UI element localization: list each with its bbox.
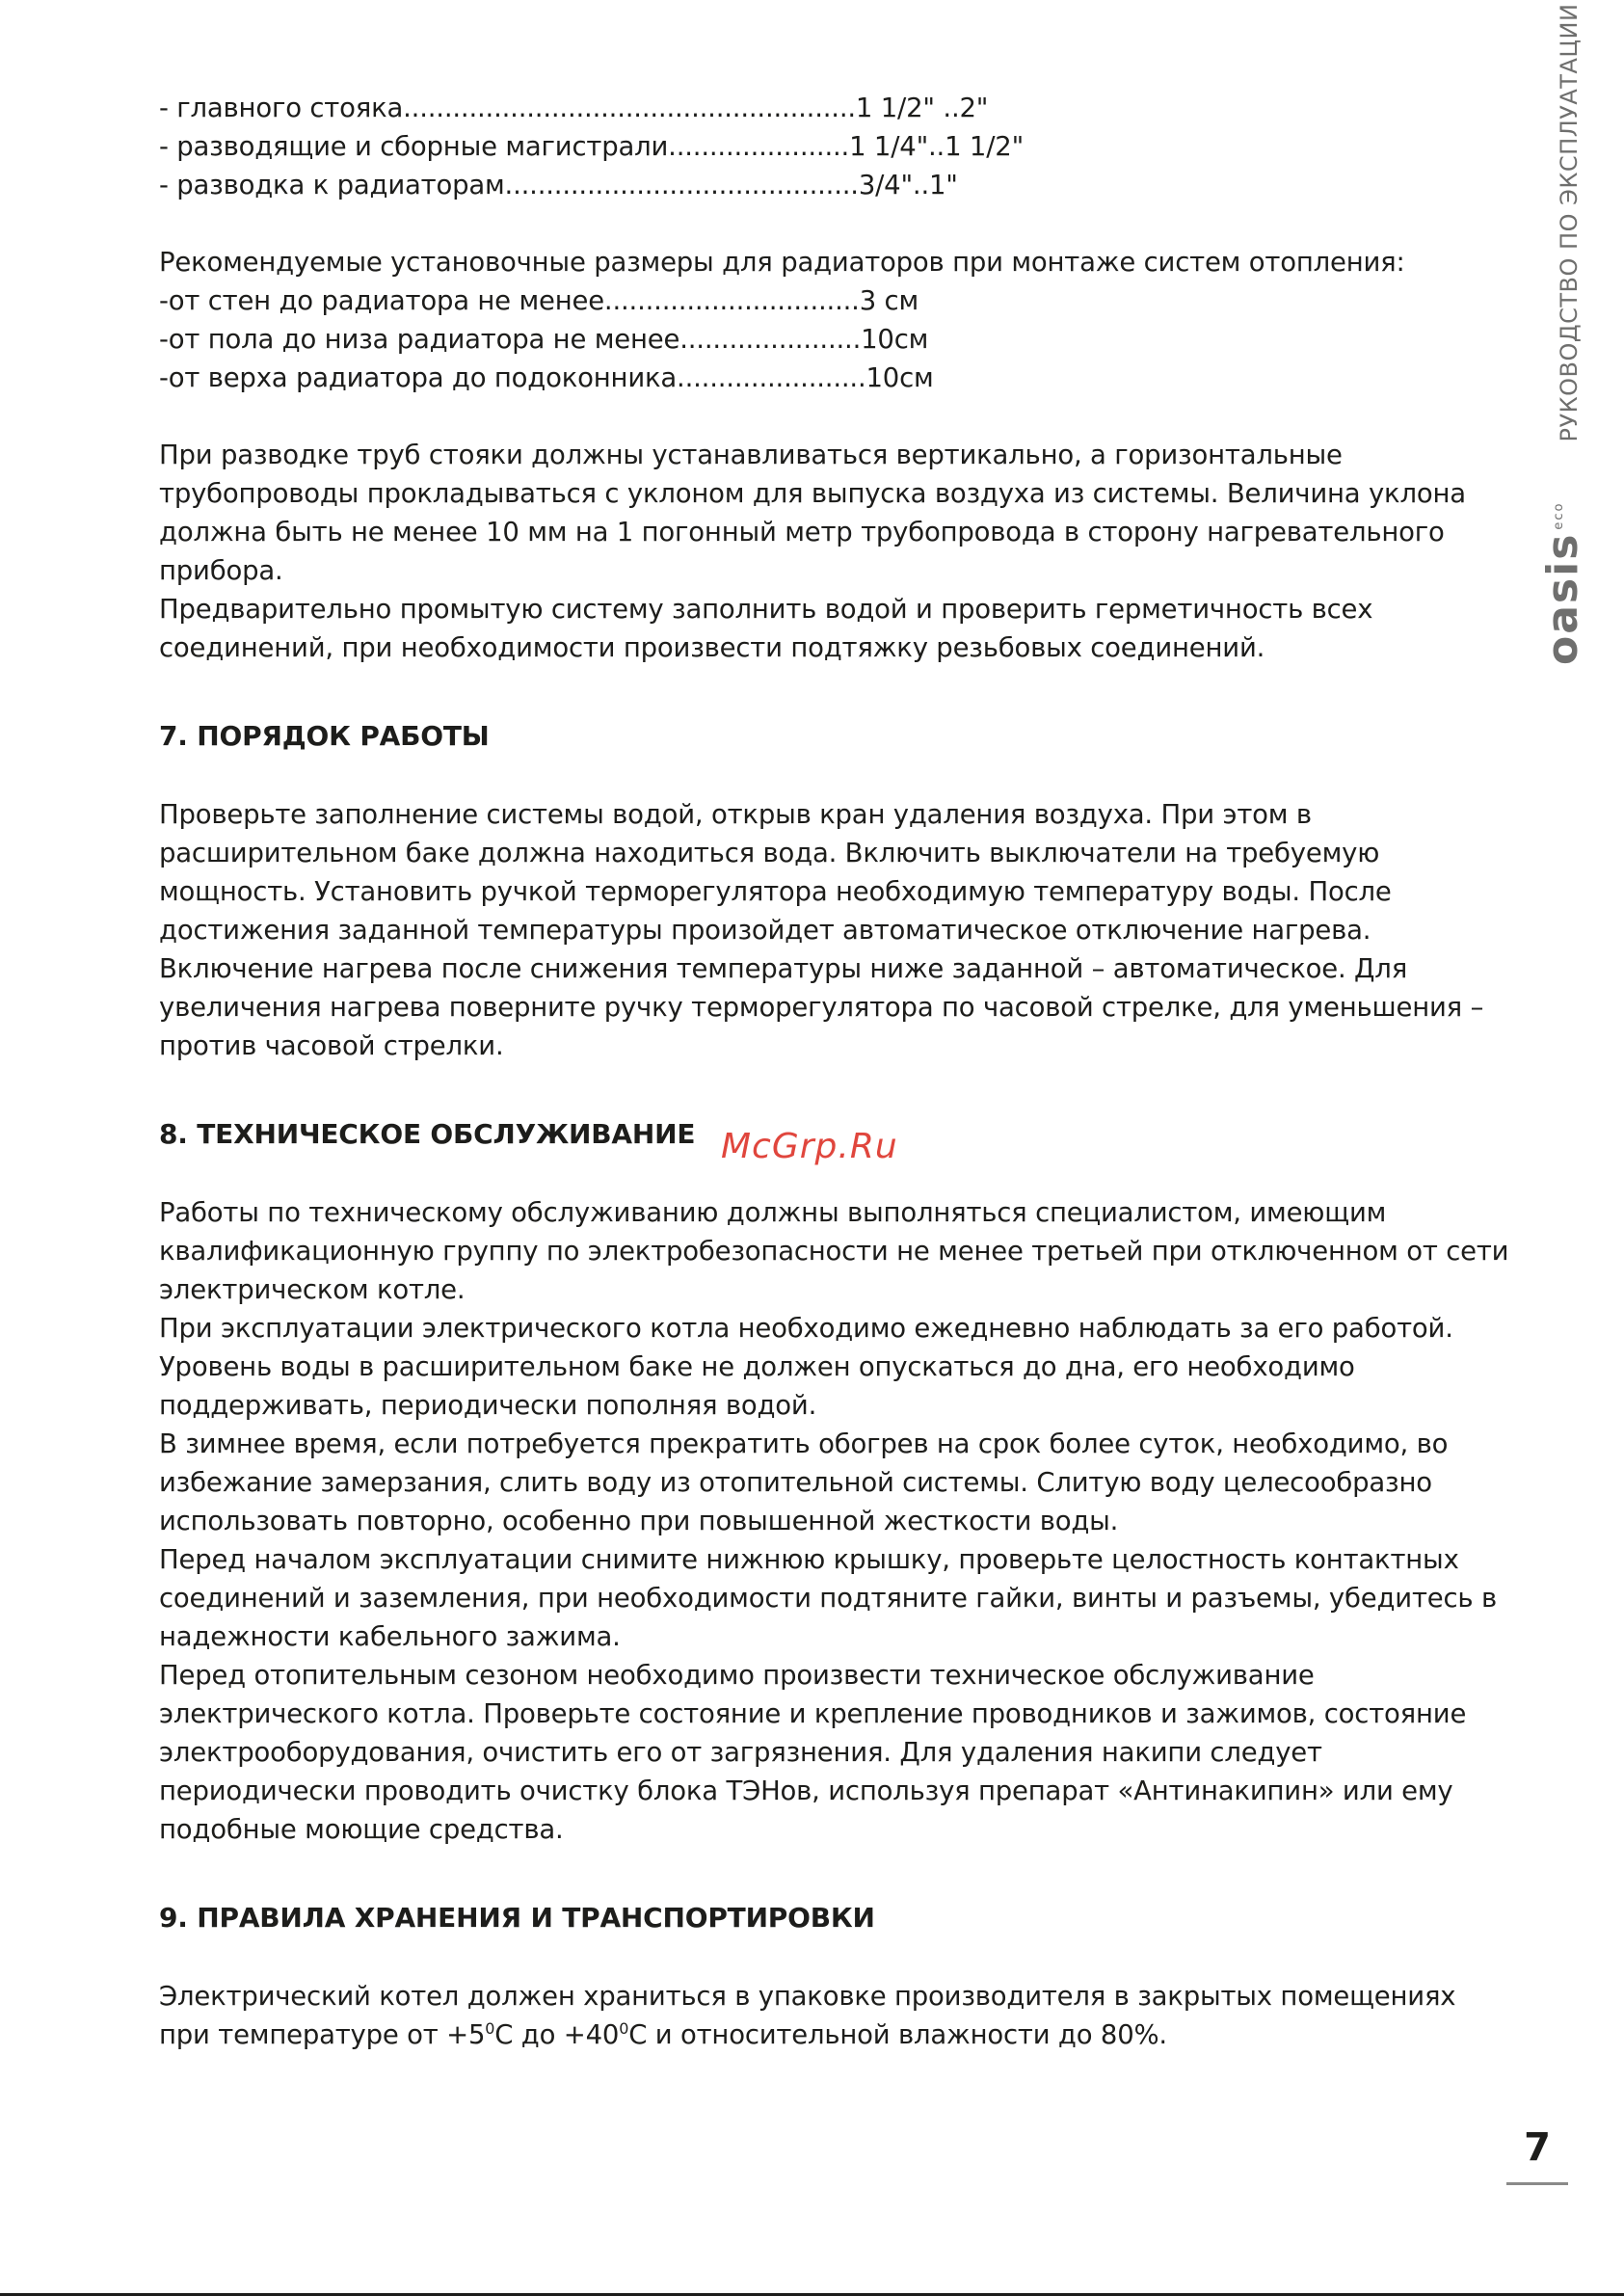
pipe-diameter-list [159, 89, 1441, 204]
paragraph-line: электрического котла. Проверьте состояние и крепление проводников и зажимов, состояние [159, 1698, 1467, 1729]
page-number: 7 [1524, 2125, 1551, 2170]
paragraph-line: против часовой стрелки. [159, 1030, 504, 1061]
section-9-body [159, 1977, 1456, 2054]
section-heading-9: 9. ПРАВИЛА ХРАНЕНИЯ И ТРАНСПОРТИРОВКИ [159, 1902, 875, 1934]
paragraph-line: избежание замерзания, слить воду из отопительной системы. Слитую воду целесообразно [159, 1467, 1432, 1498]
paragraph-line: Включение нагрева после снижения температуры ниже заданной – автоматическое. Для [159, 953, 1408, 984]
piping-paragraph [159, 436, 1466, 667]
document-title: РУКОВОДСТВО ПО ЭКСПЛУАТАЦИИ [1556, 3, 1583, 442]
paragraph-line: Работы по техническому обслуживанию должны выполняться специалистом, имеющим [159, 1197, 1387, 1228]
paragraph-line: расширительном баке должна находиться вода. Включить выключатели на требуемую [159, 838, 1380, 868]
paragraph-line: При разводке труб стояки должны устанавливаться вертикально, а горизонтальные [159, 440, 1343, 470]
section-heading-7: 7. ПОРЯДОК РАБОТЫ [159, 720, 490, 752]
spec-line: - главного стояка.......................................................1 1/2" ..2" [159, 93, 989, 123]
paragraph-line: Предварительно промытую систему заполнить водой и проверить герметичность всех [159, 594, 1373, 625]
page-number-underline [1506, 2182, 1568, 2185]
paragraph-line: Электрический котел должен храниться в упаковке производителя в закрытых помещениях [159, 1981, 1456, 2012]
paragraph-line: В зимнее время, если потребуется прекратить обогрев на срок более суток, необходимо, во [159, 1428, 1449, 1459]
section-heading-8: 8. ТЕХНИЧЕСКОЕ ОБСЛУЖИВАНИЕ [159, 1118, 696, 1150]
paragraph-line: электрическом котле. [159, 1274, 466, 1305]
paragraph-line: квалификационную группу по электробезопасности не менее третьей при отключенном от сети [159, 1236, 1509, 1267]
brand-suffix: eco [1552, 501, 1566, 530]
paragraph-line-temperature: при температуре от $+5^0С$ до $+40^0С$ и относительной влажности до 80%. [159, 2018, 1167, 2050]
paragraph-line: использовать повторно, особенно при повышенной жесткости воды. [159, 1506, 1119, 1536]
paragraph-line: должна быть не менее 10 мм на 1 погонный метр трубопровода в сторону нагревательного [159, 517, 1445, 547]
install-dimensions [159, 243, 1441, 397]
brand-logo: oasis$^{eco}$ [1538, 501, 1587, 665]
paragraph-line: Рекомендуемые установочные размеры для радиаторов при монтаже систем отопления: [159, 247, 1405, 278]
paragraph-line: соединений, при необходимости произвести подтяжку резьбовых соединений. [159, 632, 1265, 663]
paragraph-line: Уровень воды в расширительном баке не должен опускаться до дна, его необходимо [159, 1351, 1355, 1382]
paragraph-line: прибора. [159, 555, 283, 586]
paragraph-line: -от пола до низа радиатора не менее......................10см [159, 324, 929, 355]
paragraph-line: поддерживать, периодически пополняя водой. [159, 1390, 817, 1421]
paragraph-line: надежности кабельного зажима. [159, 1621, 621, 1652]
section-8-body [159, 1193, 1509, 1849]
paragraph-line: Перед началом эксплуатации снимите нижнюю крышку, проверьте целостность контактных [159, 1544, 1459, 1575]
paragraph-line: трубопроводы прокладываться с уклоном для выпуска воздуха из системы. Величина уклона [159, 478, 1466, 509]
paragraph-line: электрооборудования, очистить его от загрязнения. Для удаления накипи следует [159, 1737, 1322, 1768]
spec-line: - разводка к радиаторам...........................................3/4"..1" [159, 170, 958, 200]
degree-superscript: 0 [619, 2018, 629, 2038]
paragraph-line: подобные моющие средства. [159, 1814, 564, 1845]
paragraph-line: соединений и заземления, при необходимости подтяните гайки, винты и разъемы, убедитесь в [159, 1583, 1497, 1614]
paragraph-line: Проверьте заполнение системы водой, открыв кран удаления воздуха. При этом в [159, 799, 1312, 830]
paragraph-line: мощность. Установить ручкой терморегулятора необходимую температуру воды. После [159, 876, 1392, 907]
paragraph-line: -от верха радиатора до подоконника.......................10см [159, 362, 934, 393]
spec-line: - разводящие и сборные магистрали......................1 1/4"..1 1/2" [159, 131, 1025, 162]
document-body [159, 89, 1509, 2054]
watermark-text: McGrp.Ru [721, 1127, 898, 1166]
paragraph-line: При эксплуатации электрического котла необходимо ежедневно наблюдать за его работой. [159, 1313, 1453, 1344]
section-7-body [159, 795, 1484, 1065]
paragraph-line: -от стен до радиатора не менее...............................3 см [159, 285, 919, 316]
degree-superscript: 0 [485, 2018, 495, 2038]
paragraph-line: достижения заданной температуры произойдет автоматическое отключение нагрева. [159, 915, 1371, 946]
paragraph-line: увеличения нагрева поверните ручку терморегулятора по часовой стрелке, для уменьшения – [159, 992, 1484, 1023]
paragraph-line: Перед отопительным сезоном необходимо произвести техническое обслуживание [159, 1660, 1315, 1691]
paragraph-line: периодически проводить очистку блока ТЭНов, используя препарат «Антинакипин» или ему [159, 1775, 1453, 1806]
